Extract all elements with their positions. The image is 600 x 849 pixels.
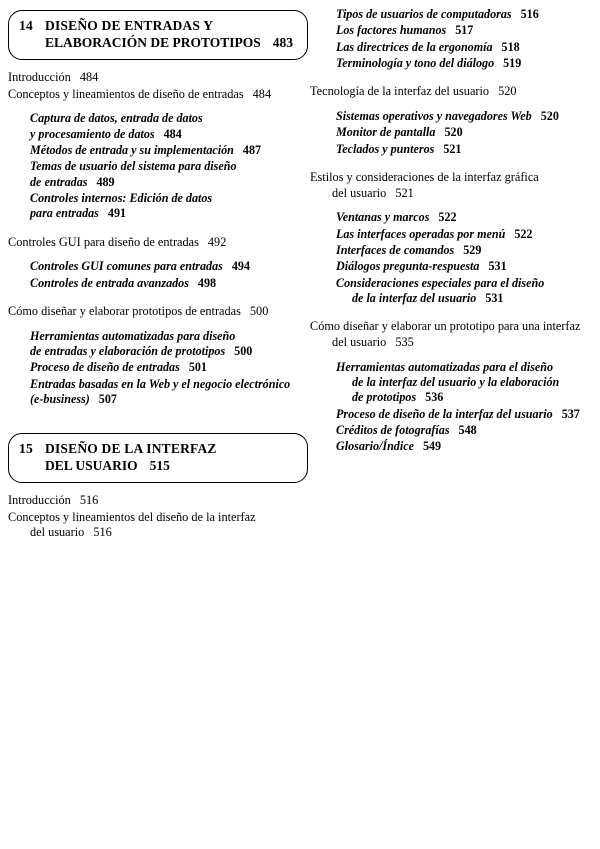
toc-item[interactable] <box>336 210 596 225</box>
toc-item-page: 501 <box>188 360 207 375</box>
toc-item-page: 507 <box>98 391 117 406</box>
toc-item-label: Introducción <box>8 493 71 508</box>
toc-item[interactable] <box>336 40 596 55</box>
toc-item[interactable] <box>8 87 308 103</box>
toc-item-label-cont2: de prototipos 536 <box>352 390 444 405</box>
toc-item-page: 521 <box>443 141 462 156</box>
toc-item-page: 531 <box>488 259 507 274</box>
toc-item[interactable] <box>30 360 308 375</box>
toc-item-page: 519 <box>503 56 522 71</box>
toc-item-label: Monitor de pantalla <box>336 125 436 140</box>
toc-item-page: 516 <box>79 493 99 508</box>
toc-item-page: 529 <box>463 242 482 257</box>
toc-item-label: Métodos de entrada y su implementación <box>30 142 234 157</box>
toc-item-label: Temas de usuario del sistema para diseño <box>30 159 237 174</box>
toc-item[interactable] <box>336 125 596 140</box>
toc-item[interactable] <box>30 259 308 274</box>
chapter-page: 515 <box>149 458 170 474</box>
toc-item-label: Captura de datos, entrada de datos <box>30 111 203 126</box>
toc-item-label: Herramientas automatizadas para diseño <box>30 328 236 343</box>
toc-item[interactable] <box>336 360 596 406</box>
toc-item[interactable] <box>336 439 596 454</box>
toc-item-page: 516 <box>520 7 539 21</box>
toc-item-page: 518 <box>501 39 520 54</box>
toc-item-label-cont: para entradas <box>30 206 99 221</box>
toc-item-label: Estilos y consideraciones de la interfaz gráfica <box>310 170 539 185</box>
chapter-number: 14 <box>19 18 33 33</box>
toc-item[interactable] <box>310 170 596 201</box>
toc-item-label: Consideraciones especiales para el diseño <box>336 275 545 290</box>
toc-item[interactable] <box>336 423 596 438</box>
chapter-title-line-1: DISEÑO DE ENTRADAS Y <box>45 18 214 33</box>
toc-item[interactable] <box>30 377 308 408</box>
toc-item-label-cont: de entradas <box>30 174 88 189</box>
toc-item-label: Terminología y tono del diálogo <box>336 56 495 71</box>
toc-item[interactable] <box>336 23 596 38</box>
toc-item[interactable] <box>336 243 596 258</box>
toc-item-label-cont: del usuario 516 <box>30 525 112 540</box>
toc-item-page: 487 <box>242 142 262 157</box>
toc-item-label: Proceso de diseño de la interfaz del usuario <box>336 406 553 421</box>
toc-item-label: Teclados y punteros <box>336 141 435 156</box>
toc-item-label-cont: de la interfaz del usuario y la elaboración <box>352 374 560 389</box>
toc-item-label: Cómo diseñar y elaborar prototipos de entradas <box>8 303 241 318</box>
toc-item-label: Créditos de fotografías <box>336 422 450 437</box>
toc-item[interactable] <box>8 70 308 86</box>
toc-item-label: Glosario/Índice <box>336 439 414 454</box>
toc-item-page: 531 <box>485 290 504 305</box>
toc-item-label: Herramientas automatizadas para el diseño <box>336 359 554 374</box>
toc-item-label: Conceptos y lineamientos del diseño de la interfaz <box>8 509 256 524</box>
toc-item-label: Los factores humanos <box>336 23 447 38</box>
toc-item-label: Diálogos pregunta-respuesta <box>336 259 480 274</box>
toc-item[interactable] <box>336 56 596 71</box>
toc-item-page: 500 <box>234 343 253 358</box>
toc-item-label: Introducción <box>8 70 71 84</box>
toc-item-page: 522 <box>514 226 533 241</box>
toc-item[interactable] <box>30 329 308 360</box>
toc-item-label: Conceptos y lineamientos de diseño de entradas <box>8 86 244 101</box>
toc-item-page: 520 <box>540 108 559 123</box>
toc-item-page: 536 <box>425 390 444 405</box>
chapter-heading-15 <box>8 433 308 483</box>
chapter-heading-14 <box>8 10 308 60</box>
toc-item-page: 548 <box>458 422 477 437</box>
toc-item-label: Controles GUI para diseño de entradas <box>8 234 199 249</box>
toc-item[interactable] <box>336 227 596 242</box>
toc-item-label: Controles GUI comunes para entradas <box>30 259 223 274</box>
toc-right-column <box>310 6 596 455</box>
toc-item[interactable] <box>30 191 308 222</box>
toc-item-label-cont: de la interfaz del usuario 531 <box>352 290 504 305</box>
chapter-page: 483 <box>272 35 294 50</box>
toc-item-label-cont: del usuario 521 <box>332 185 414 200</box>
toc-item[interactable] <box>30 143 308 158</box>
toc-item-label: Las directrices de la ergonomía <box>336 39 493 54</box>
toc-item[interactable] <box>8 510 308 541</box>
toc-item-page: 537 <box>561 406 580 421</box>
toc-item[interactable] <box>30 111 308 142</box>
chapter-number: 15 <box>19 441 33 457</box>
toc-item-label-cont: de entradas y elaboración de prototipos <box>30 343 226 358</box>
toc-item[interactable] <box>336 7 596 22</box>
toc-item-label: Entradas basadas en la Web y el negocio electrónico <box>30 376 291 391</box>
toc-item-label: Controles de entrada avanzados <box>30 275 189 290</box>
toc-item-page: 484 <box>79 70 99 84</box>
chapter-title-line-2: ELABORACIÓN DE PROTOTIPOS <box>45 35 261 50</box>
toc-item-label-cont: (e-business) <box>30 391 90 406</box>
toc-item[interactable] <box>336 407 596 422</box>
toc-item[interactable] <box>8 493 308 509</box>
toc-item[interactable] <box>30 276 308 291</box>
toc-item-page: 492 <box>207 234 227 249</box>
toc-item-page: 535 <box>395 334 414 349</box>
toc-item[interactable] <box>336 259 596 274</box>
toc-item-page: 522 <box>438 210 457 225</box>
toc-item-page: 489 <box>96 174 115 189</box>
toc-item[interactable] <box>310 84 596 100</box>
toc-item[interactable] <box>336 142 596 157</box>
toc-item-page: 494 <box>231 259 250 274</box>
toc-item-label: Cómo diseñar y elaborar un prototipo para una interfaz <box>310 319 581 334</box>
toc-item-page: 516 <box>93 525 112 540</box>
toc-item-page: 500 <box>249 303 269 318</box>
toc-item-label: Tecnología de la interfaz del usuario <box>310 84 490 99</box>
toc-item-page: 521 <box>395 185 414 200</box>
toc-item-page: 520 <box>498 84 517 99</box>
toc-item[interactable] <box>8 304 308 320</box>
toc-item-label: Ventanas y marcos <box>336 210 430 225</box>
toc-item-page: 517 <box>455 23 474 38</box>
toc-item[interactable] <box>336 276 596 307</box>
toc-item-page: 491 <box>107 206 127 221</box>
toc-item[interactable] <box>336 109 596 124</box>
toc-item-label: Tipos de usuarios de computadoras <box>336 7 512 21</box>
toc-item[interactable] <box>30 159 308 190</box>
chapter-title-line-2: DEL USUARIO <box>45 458 138 474</box>
toc-item[interactable] <box>8 235 308 251</box>
toc-item-label: Sistemas operativos y navegadores Web <box>336 108 532 123</box>
toc-item-label: Proceso de diseño de entradas <box>30 360 180 375</box>
toc-item[interactable] <box>310 319 596 350</box>
chapter-title-line-1: DISEÑO DE LA INTERFAZ <box>45 441 217 457</box>
toc-item-label-cont: del usuario 535 <box>332 334 414 349</box>
toc-item-page: 498 <box>197 275 217 290</box>
toc-left-column <box>8 10 308 541</box>
toc-item-page: 520 <box>444 125 463 140</box>
toc-item-page: 484 <box>252 86 272 101</box>
toc-item-page: 484 <box>163 126 182 141</box>
toc-item-label-cont: y procesamiento de datos <box>30 126 155 141</box>
toc-item-page: 549 <box>422 439 442 454</box>
toc-item-label: Las interfaces operadas por menú <box>336 226 506 241</box>
toc-item-label: Controles internos: Edición de datos <box>30 190 213 205</box>
toc-item-label: Interfaces de comandos <box>336 242 455 257</box>
